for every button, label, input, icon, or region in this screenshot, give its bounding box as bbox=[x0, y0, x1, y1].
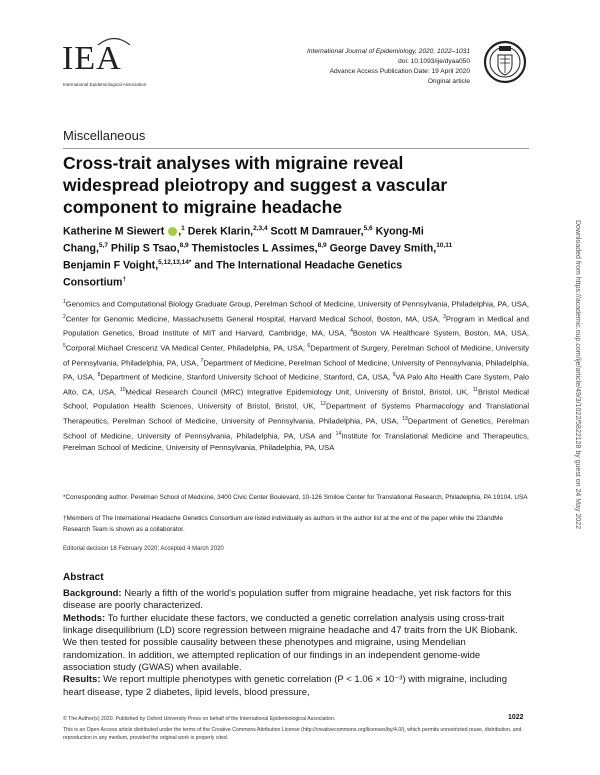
results-label: Results: bbox=[63, 674, 101, 686]
affil-text: Boston VA Healthcare System, Boston, MA, USA, bbox=[352, 328, 529, 338]
affil-text: Corporal Michael Crescenz VA Medical Center, Philadelphia, PA, USA, bbox=[65, 343, 308, 353]
affil-sup: 12 bbox=[320, 401, 326, 408]
author-affil-sup: 2,3,4 bbox=[253, 225, 268, 232]
methods-label: Methods: bbox=[63, 612, 106, 624]
license-notice: This is an Open Access article distributed under the terms of the Creative Commons Attribution License (http://creativecommons.org/licenses/by/4.0/), which permits unrestricted reuse, distribution, and reproduction in any medium, provided the original work is properly cited. bbox=[63, 727, 522, 742]
iea-logo-subtitle: International Epidemiological Association bbox=[63, 82, 147, 87]
affil-sup: 13 bbox=[402, 416, 408, 422]
journal-citation: International Journal of Epidemiology, 2020, 1022–1031 bbox=[306, 48, 470, 55]
affil-text: Bristol Medical School, Population Health Sciences, University of Bristol, Bristol, UK, bbox=[63, 387, 529, 411]
affil-sup: 5 bbox=[63, 342, 66, 349]
iea-logo: IEA bbox=[62, 40, 122, 77]
affil-sup: 2 bbox=[63, 313, 66, 320]
author-list: Katherine M Siewert ,$^1$ Derek Klarin,$^{2,3,4}$ Scott M Damrauer,$^{5,6}$ Kyong-Mi Chang,$^{5,7}$ Philip S Tsao,$^{8,9}$ Themistocles L Assimes,$^{8,9}$ George Davey Smith,$^{10,11}$ Benjamin F Voight,$^{5,12,13,14*}$ and The International Headache Genetics Consortium† bbox=[63, 225, 453, 289]
author-name[interactable]: Kyong-Mi Chang, bbox=[63, 225, 424, 255]
background-label: Background: bbox=[63, 588, 122, 599]
author-affil-sup: 8,9 bbox=[179, 242, 189, 250]
university-seal-icon bbox=[483, 37, 527, 87]
abstract-results bbox=[63, 674, 529, 699]
doi-link[interactable]: doi: 10.1093/ije/dyaa050 bbox=[398, 58, 470, 65]
affil-sup: 8 bbox=[97, 372, 101, 379]
affil-sup: 10 bbox=[119, 386, 126, 393]
affil-text: VA Palo Alto Health Care System, Palo Alto, CA, USA, bbox=[63, 372, 529, 397]
author-affil-sup: 5,12,13,14* bbox=[158, 259, 192, 267]
section-label: Miscellaneous bbox=[63, 128, 146, 143]
affil-text: Department of Genetics, Perelman School of Medicine, University of Pennsylvania, Philadelphia, PA, USA and bbox=[63, 416, 529, 441]
affil-text: Medical Research Council (MRC) Integrative Epidemiology Unit, University of Bristol, Bristol, UK, bbox=[125, 387, 473, 397]
affil-sup: 3 bbox=[443, 313, 446, 320]
corresponding-author: *Corresponding author. Perelman School of Medicine, 3400 Civic Center Boulevard, 10-126 Smilow Center for Translational Research, Philadelphia, PA 19104, USA bbox=[63, 494, 528, 501]
author-affil-sup: 5,6 bbox=[363, 225, 373, 232]
affil-text: Department of Surgery, Perelman School of Medicine, University of Pennsylvania, Philadelphia, PA, USA, bbox=[63, 343, 530, 368]
author-name[interactable]: Benjamin F Voight, bbox=[63, 259, 159, 272]
author-name[interactable]: Philip S Tsao, bbox=[110, 242, 180, 255]
abstract-body bbox=[63, 588, 529, 699]
affil-sup: 1 bbox=[63, 299, 66, 305]
affil-sup: 11 bbox=[472, 386, 478, 393]
methods-text: To further elucidate these factors, we conducted a genetic correlation analysis using cross-trait linkage disequilibrium (LD) score regression between migraine headache and 47 traits from the UK Biobank. We then tested for possible causality between these phenotypes and migraine, using Mendelian randomization. In addition, we attempted replication of our findings in an independent genome-wide association study (GWAS) when available. bbox=[63, 612, 518, 674]
affil-sup: 14 bbox=[335, 430, 342, 437]
author-affil-sup: 5,7 bbox=[98, 242, 108, 250]
affil-text: Department of Systems Pharmacology and Translational Therapeutics, Perelman School of Medicine, University of Pennsylvania, Philadelphia, PA, USA, bbox=[63, 401, 530, 426]
editorial-dates: Editorial decision 18 February 2020; Accepted 4 March 2020 bbox=[63, 546, 224, 552]
author-name[interactable]: Scott M Damrauer, bbox=[270, 225, 364, 238]
affil-sup: 4 bbox=[350, 328, 353, 335]
author-affil-sup: 8,9 bbox=[317, 242, 327, 250]
consortium-footnote: †Members of The International Headache Genetics Consortium are listed individually as authors in the author list at the end of the paper while the 23andMe Research Team is shown as a collaborator. bbox=[63, 515, 504, 533]
page-number: 1022 bbox=[508, 714, 524, 721]
article-type: Original article bbox=[427, 78, 470, 85]
affiliations bbox=[63, 296, 529, 454]
affil-text: Department of Medicine, Stanford University School of Medicine, Stanford, CA, USA, bbox=[100, 372, 393, 382]
author-name[interactable]: Derek Klarin, bbox=[187, 225, 254, 238]
copyright-notice: © The Author(s) 2020. Published by Oxford University Press on behalf of the International Epidemiological Association. bbox=[63, 716, 336, 722]
author-affil-sup: 1 bbox=[181, 225, 185, 232]
abstract-background bbox=[63, 588, 529, 613]
author-name[interactable]: Themistocles L Assimes, bbox=[191, 242, 318, 255]
affil-text: Program in Medical and Population Genetics, Broad Institute of MIT and Harvard, Cambridge, MA, USA, bbox=[63, 314, 529, 338]
author-affil-sup: 10,11 bbox=[436, 242, 453, 250]
affil-sup: 9 bbox=[392, 372, 396, 379]
affil-sup: 6 bbox=[307, 342, 311, 349]
background-text: Nearly a fifth of the world's population suffer from migraine headache, yet risk factors for this disease are poorly characterized. bbox=[63, 588, 512, 612]
affil-text: Department of Medicine, Perelman School of Medicine, University of Pennsylvania, Philadelphia, PA, USA, bbox=[63, 358, 529, 382]
orcid-icon[interactable] bbox=[168, 227, 177, 236]
abstract-heading: Abstract bbox=[63, 572, 104, 583]
author-affil-sup: † bbox=[122, 276, 127, 284]
abstract-methods bbox=[63, 613, 529, 675]
affil-text: Genomics and Computational Biology Graduate Group, Perelman School of Medicine, University of Pennsylvania, Philadelphia, PA, USA, bbox=[65, 299, 529, 309]
results-text: We report multiple phenotypes with genetic correlation (P < 1.06 × 10⁻³) with migraine, including heart disease, type 2 diabetes, lipid levels, blood pressure, bbox=[63, 674, 508, 698]
author-name[interactable]: and The International Headache Genetics Consortium bbox=[63, 259, 403, 289]
author-name[interactable]: Katherine M Siewert bbox=[63, 225, 165, 238]
affil-text: Center for Genomic Medicine, Massachusetts General Hospital, Harvard Medical School, Boston, MA, USA, bbox=[65, 314, 444, 324]
author-name[interactable]: George Davey Smith, bbox=[329, 242, 437, 255]
article-title: Cross-trait analyses with migraine reveal widespread pleiotropy and suggest a vascular component to migraine headache bbox=[63, 153, 448, 217]
download-sidebar bbox=[575, 220, 587, 580]
advance-access-date: Advance Access Publication Date: 19 April 2020 bbox=[329, 68, 470, 75]
affil-text: Institute for Translational Medicine and Therapeutics, Perelman School of Medicine, University of Pennsylvania, Philadelphia, PA, USA bbox=[63, 431, 529, 453]
affil-sup: 7 bbox=[200, 357, 204, 364]
download-notice[interactable]: Downloaded from https://academic.oup.com/ije/article/49/3/1022/5822128 by guest on 24 May 2022 bbox=[574, 220, 581, 529]
section-divider bbox=[63, 148, 529, 149]
